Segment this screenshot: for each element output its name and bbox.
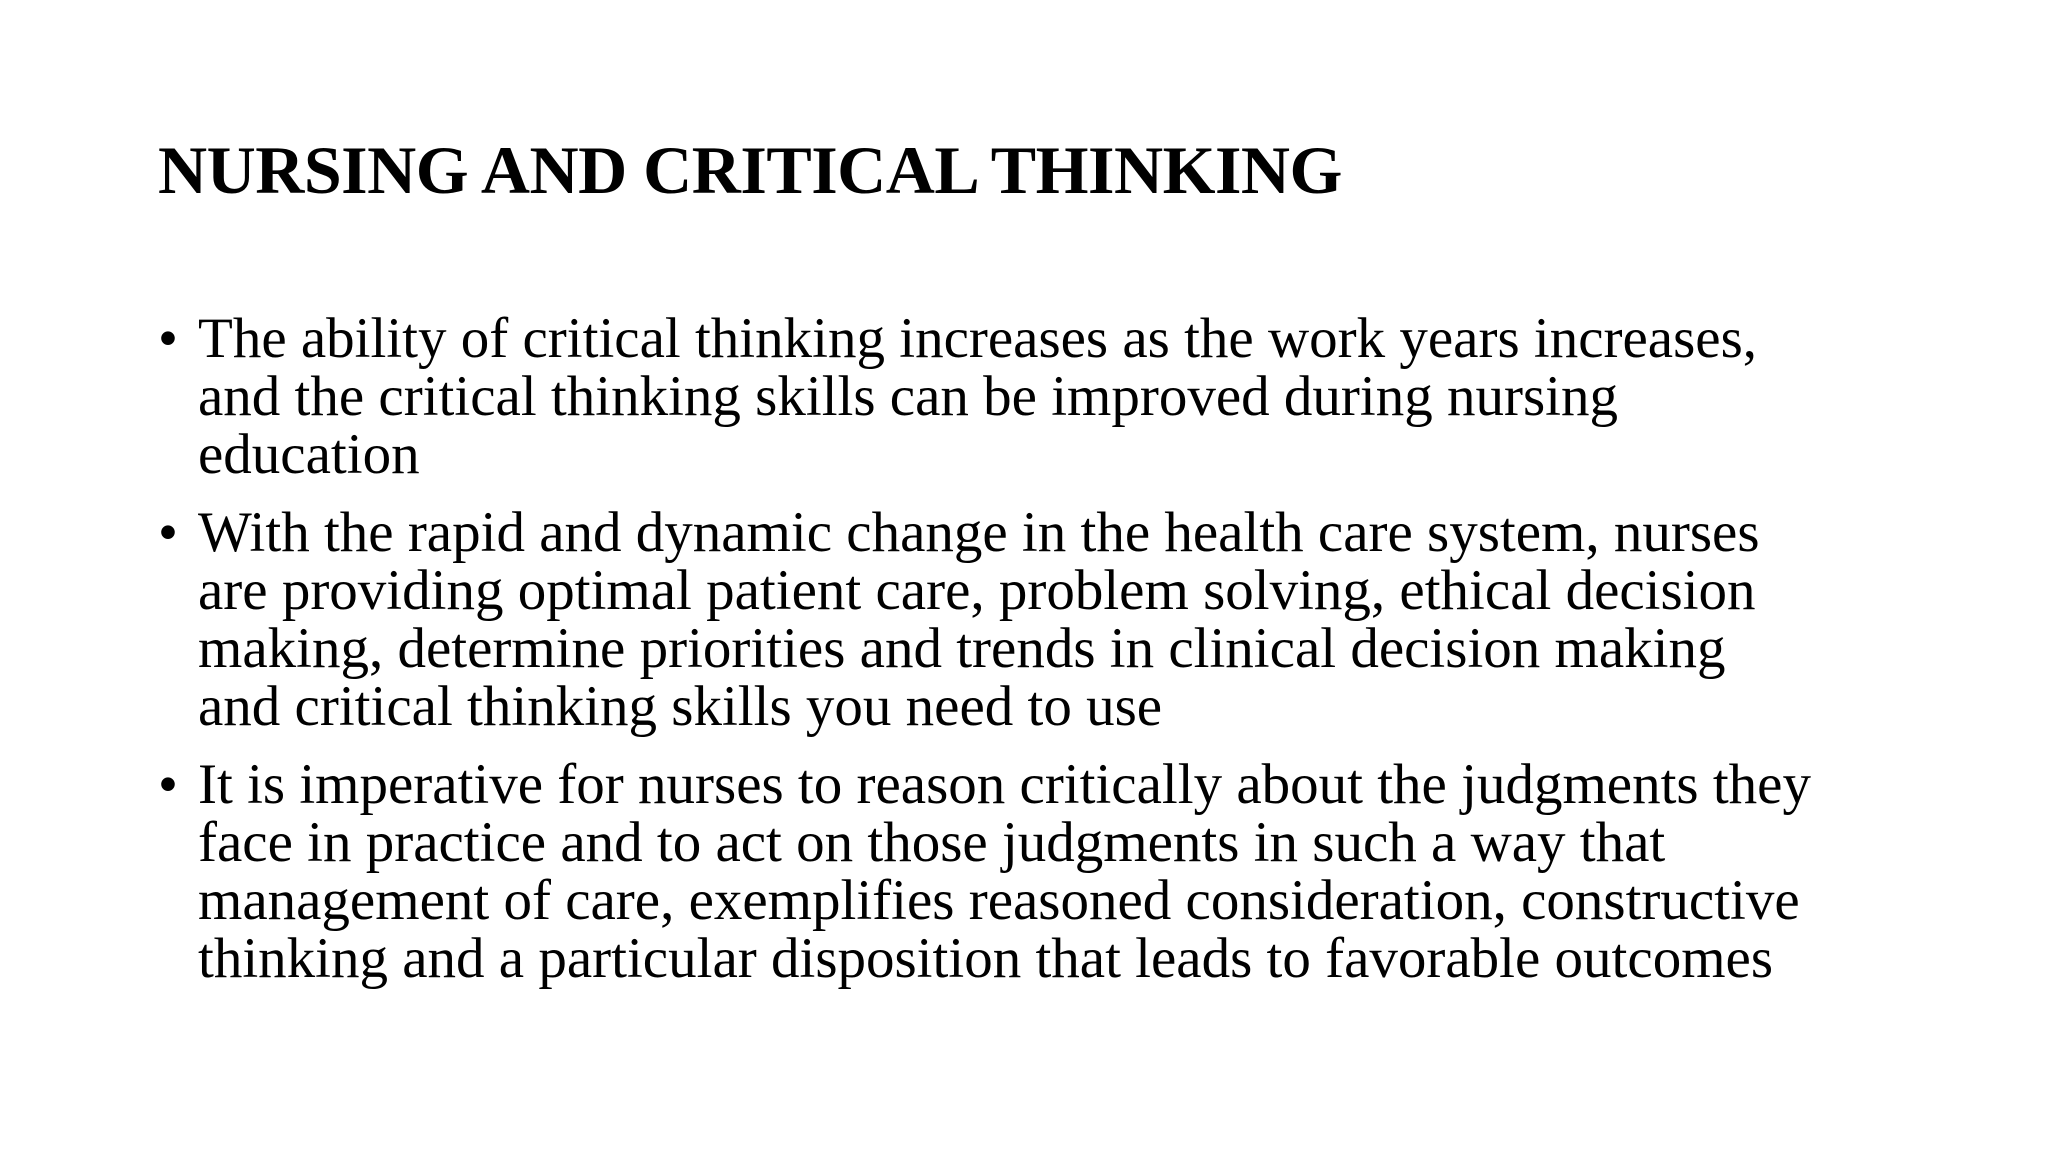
bullet-text-line: are providing optimal patient care, problem solving, ethical decision — [198, 559, 1756, 622]
bullet-text-line: thinking and a particular disposition that leads to favorable outcomes — [198, 927, 1774, 990]
bullet-text-line: With the rapid and dynamic change in the health care system, nurses — [198, 501, 1760, 564]
bullet-dot-icon: • — [158, 753, 178, 816]
slide-title: NURSING AND CRITICAL THINKING — [158, 132, 1342, 208]
bullet-list — [158, 307, 1918, 1008]
bullet-item — [158, 501, 1918, 738]
bullet-item — [158, 307, 1918, 486]
bullet-text-line: and the critical thinking skills can be improved during nursing — [198, 365, 1618, 428]
bullet-dot-icon: • — [158, 307, 178, 370]
bullet-text-line: It is imperative for nurses to reason critically about the judgments they — [198, 753, 1811, 816]
bullet-text-line: and critical thinking skills you need to use — [198, 675, 1163, 738]
bullet-text-line: making, determine priorities and trends in clinical decision making — [198, 617, 1726, 680]
bullet-text-line: management of care, exemplifies reasoned consideration, constructive — [198, 869, 1800, 932]
bullet-text-line: The ability of critical thinking increases as the work years increases, — [198, 307, 1758, 370]
bullet-dot-icon: • — [158, 501, 178, 564]
bullet-text-line: face in practice and to act on those judgments in such a way that — [198, 811, 1666, 874]
bullet-item — [158, 753, 1918, 990]
bullet-text-line: education — [198, 423, 420, 486]
